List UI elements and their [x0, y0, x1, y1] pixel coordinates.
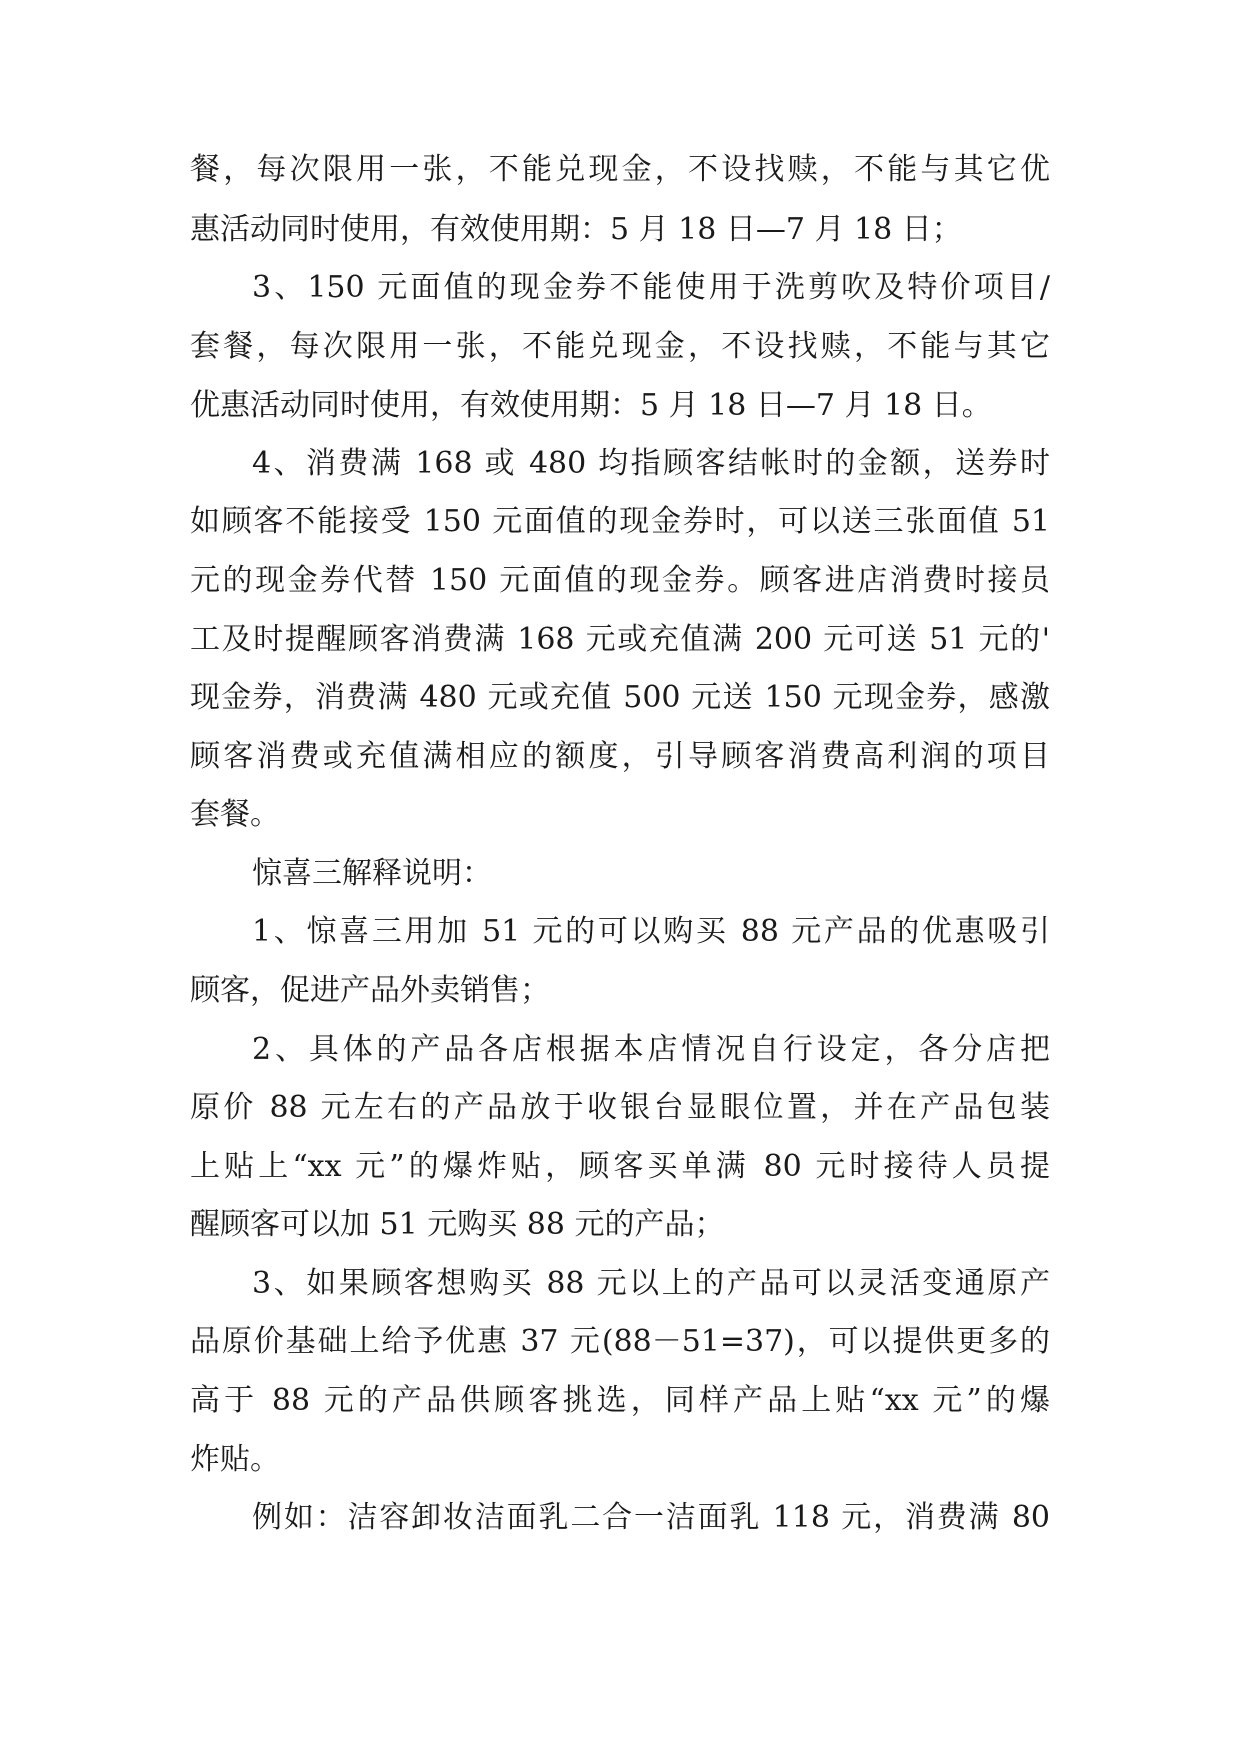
text-line: 上贴上“xx 元”的爆炸贴，顾客买单满 80 元时接待人员提: [190, 1149, 1050, 1184]
text-line: 顾客，促进产品外卖销售；: [190, 973, 550, 1008]
text-line: 2、具体的产品各店根据本店情况自行设定，各分店把: [252, 1032, 1050, 1067]
text-line: 套餐。: [190, 797, 280, 832]
text-line: 3、如果顾客想购买 88 元以上的产品可以灵活变通原产: [252, 1266, 1050, 1301]
text-line: 1、惊喜三用加 51 元的可以购买 88 元产品的优惠吸引: [252, 914, 1050, 949]
text-line: 如顾客不能接受 150 元面值的现金券时，可以送三张面值 51: [190, 504, 1050, 539]
text-line: 工及时提醒顾客消费满 168 元或充值满 200 元可送 51 元的': [190, 622, 1050, 657]
text-line: 原价 88 元左右的产品放于收银台显眼位置，并在产品包装: [190, 1090, 1050, 1125]
text-line: 餐，每次限用一张，不能兑现金，不设找赎，不能与其它优: [190, 152, 1050, 187]
text-line: 惠活动同时使用，有效使用期：5 月 18 日—7 月 18 日；: [190, 212, 962, 247]
text-line: 炸贴。: [190, 1442, 280, 1477]
text-line: 3、150 元面值的现金券不能使用于洗剪吹及特价项目/: [252, 270, 1050, 305]
text-line: 高于 88 元的产品供顾客挑选，同样产品上贴“xx 元”的爆: [190, 1383, 1050, 1418]
text-line: 顾客消费或充值满相应的额度，引导顾客消费高利润的项目: [190, 739, 1050, 774]
text-line: 元的现金券代替 150 元面值的现金券。顾客进店消费时接员: [190, 563, 1050, 598]
text-line: 优惠活动同时使用，有效使用期：5 月 18 日—7 月 18 日。: [190, 388, 992, 423]
text-line: 品原价基础上给予优惠 37 元(88－51=37)，可以提供更多的: [190, 1324, 1050, 1359]
text-line: 4、消费满 168 或 480 均指顾客结帐时的金额，送券时: [252, 446, 1050, 481]
text-line: 醒顾客可以加 51 元购买 88 元的产品；: [190, 1207, 725, 1242]
text-line: 例如：洁容卸妆洁面乳二合一洁面乳 118 元，消费满 80: [252, 1500, 1050, 1535]
text-line: 现金券，消费满 480 元或充值 500 元送 150 元现金券，感激: [190, 680, 1050, 715]
section-heading: 惊喜三解释说明：: [252, 856, 492, 891]
text-line: 套餐，每次限用一张，不能兑现金，不设找赎，不能与其它: [190, 329, 1050, 364]
